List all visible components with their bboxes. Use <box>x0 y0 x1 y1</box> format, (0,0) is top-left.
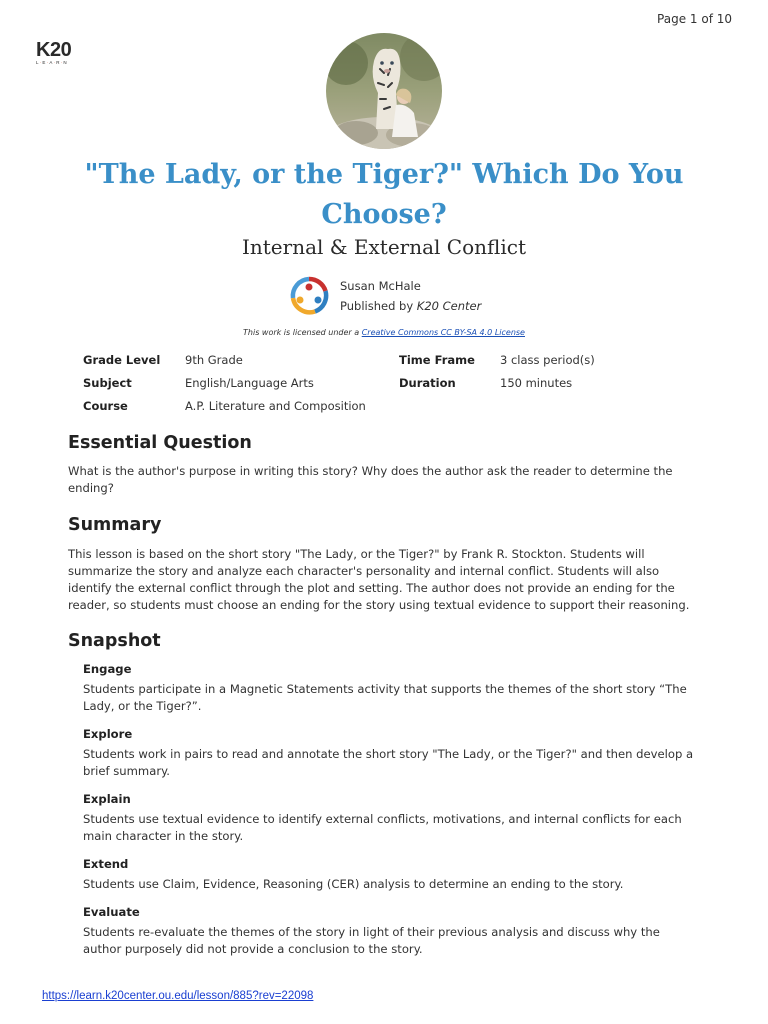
extend-heading: Extend <box>83 857 129 871</box>
grade-level-label: Grade Level <box>83 353 161 367</box>
subject-label: Subject <box>83 376 132 390</box>
publisher-line: Published by K20 Center <box>340 299 482 313</box>
logo-subtext: L·E·A·R·N <box>36 60 68 65</box>
summary-text: This lesson is based on the short story "The Lady, or the Tiger?" by Frank R. Stockton. Students will summarize the story and analyze each character's personality and internal conflict. Students will also identify the external conflict through the plot and setting. The author does not provide an ending for the reader, so students must choose an ending for the story using textual evidence to support their reasoning. <box>68 547 690 612</box>
license-link[interactable]: Creative Commons CC BY-SA 4.0 License <box>361 328 525 337</box>
summary-heading: Summary <box>68 515 162 535</box>
duration-label: Duration <box>399 376 456 390</box>
evaluate-text: Students re-evaluate the themes of the story in light of their previous analysis and discuss why the author purposely did not provide a conclusion to the story. <box>83 925 660 956</box>
logo-text: K20 <box>36 39 72 61</box>
lesson-subtitle: Internal & External Conflict <box>241 235 526 259</box>
k20-logo <box>36 40 78 66</box>
duration-value: 150 minutes <box>500 376 573 390</box>
snapshot-heading: Snapshot <box>68 631 161 651</box>
explain-heading: Explain <box>83 792 131 806</box>
title-line-1: "The Lady, or the Tiger?" Which Do You <box>84 159 684 190</box>
author-avatar-icon <box>289 276 329 316</box>
author-name: Susan McHale <box>340 279 421 293</box>
evaluate-heading: Evaluate <box>83 905 140 919</box>
extend-text: Students use Claim, Evidence, Reasoning (CER) analysis to determine an ending to the story. <box>83 877 624 891</box>
course-label: Course <box>83 399 128 413</box>
subject-value: English/Language Arts <box>185 376 314 390</box>
lesson-hero-image <box>326 33 442 149</box>
explore-heading: Explore <box>83 727 133 741</box>
publisher-name: K20 Center <box>416 299 482 313</box>
lesson-title <box>60 155 708 235</box>
lesson-url-link[interactable]: https://learn.k20center.ou.edu/lesson/885?rev=22098 <box>42 990 314 1002</box>
essential-question-text: What is the author's purpose in writing this story? Why does the author ask the reader to determine the ending? <box>68 464 673 495</box>
explore-text: Students work in pairs to read and annotate the short story "The Lady, or the Tiger?" and then develop a brief summary. <box>83 747 694 778</box>
essential-question-heading: Essential Question <box>68 433 252 453</box>
explain-text: Students use textual evidence to identify external conflicts, motivations, and internal conflicts for each main character in the story. <box>83 812 682 843</box>
tiger-lady-photo <box>326 33 442 149</box>
title-line-2: Choose? <box>321 199 447 230</box>
engage-heading: Engage <box>83 662 132 676</box>
time-frame-value: 3 class period(s) <box>500 353 595 367</box>
engage-text: Students participate in a Magnetic Statements activity that supports the themes of the short story “The Lady, or the Tiger?”. <box>83 682 687 713</box>
grade-level-value: 9th Grade <box>185 353 243 367</box>
time-frame-label: Time Frame <box>399 353 475 367</box>
license-notice: This work is licensed under a Creative Commons CC BY-SA 4.0 License <box>243 328 525 337</box>
course-value: A.P. Literature and Composition <box>185 399 366 413</box>
page-number: Page 1 of 10 <box>657 12 732 26</box>
